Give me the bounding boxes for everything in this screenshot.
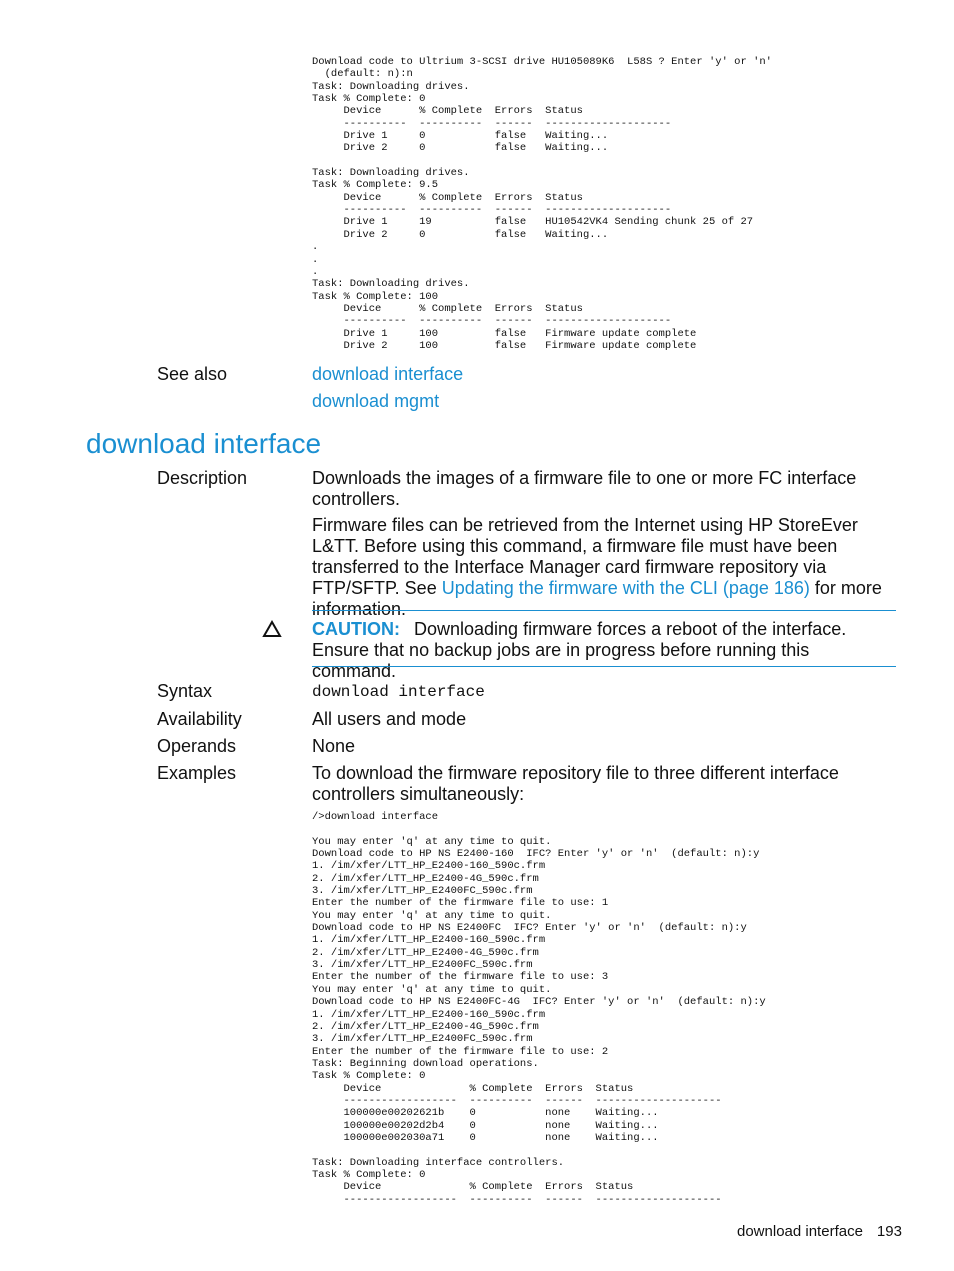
caution-label: CAUTION: — [312, 619, 400, 639]
operands-label: Operands — [157, 736, 237, 756]
link-updating-firmware[interactable]: Updating the firmware with the CLI (page 186) — [441, 578, 810, 598]
caution-triangle-icon — [262, 620, 282, 638]
availability-label: Availability — [157, 709, 242, 729]
examples-label: Examples — [157, 763, 237, 783]
operands-value: None — [312, 736, 356, 756]
caution-note — [312, 619, 898, 682]
syntax-label: Syntax — [157, 681, 213, 701]
cli-example-interface-download: />download interface You may enter 'q' at any time to quit. Download code to HP NS E2400-160 IFC? Enter 'y' or 'n' (default: n):y 1. /im/xfer/LTT_HP_E2400-160_590c.frm 2. /im/xfer/LTT_HP_E2400-4G_590c.frm 3. /im/xfer/LTT_HP_E2400FC_590c.frm Enter the number of the firmware file to use: 1 You may enter 'q' at any time to quit. Download code to HP NS E2400FC IFC? Enter 'y' or 'n' (default: n):y 1. /im/xfer/LTT_HP_E2400-160_590c.frm 2. /im/xfer/LTT_HP_E2400-4G_590c.frm 3. /im/xfer/LTT_HP_E2400FC_590c.frm Enter the number of the firmware file to use: 3 You may enter 'q' at any time to quit. Download code to HP NS E2400FC-4G IFC? Enter 'y' or 'n' (default: n):y 1. /im/xfer/LTT_HP_E2400-160_590c.frm 2. /im/xfer/LTT_HP_E2400-4G_590c.frm 3. /im/xfer/LTT_HP_E2400FC_590c.frm Enter the number of the firmware file to use: 2 Task: Beginning download operations. Task % Complete: 0 Device % Complete Errors Status ------------------ ---------- ------ -------------------- 100000e00202621b 0 none Waiting... 100000e00202d2b4 0 none Waiting... 100000e002030a71 0 none Waiting... Task: Downloading interface controllers. Task % Complete: 0 Device % Complete Errors Status ------------------ ---------- ------ -------------------- — [312, 811, 766, 1206]
page-footer — [737, 1223, 902, 1240]
caution-text: Downloading firmware forces a reboot of the interface. Ensure that no backup jobs are in progress before running this command. — [312, 619, 847, 681]
description-para-1: Downloads the images of a firmware file to one or more FC interface controllers. — [312, 468, 857, 509]
syntax-command: download interface — [312, 683, 485, 701]
para2-text-before: Firmware files can be retrieved from the Internet using HP StoreEver L&TT. Before using this command, a firmware file must have been transferred to the Interface Manager card firmware repository via FTP/SFTP. See — [312, 515, 858, 598]
caution-bottom-rule — [312, 666, 896, 667]
examples-text: To download the firmware repository file to three different interface controllers simultaneously: — [312, 763, 839, 804]
footer-title: download interface — [737, 1223, 863, 1240]
caution-top-rule — [312, 610, 896, 611]
cli-output-drive-download: Download code to Ultrium 3-SCSI drive HU105089K6 L58S ? Enter 'y' or 'n' (default: n):n Task: Downloading drives. Task % Complete: 0 Device % Complete Errors Status ---------- ---------- ------ -------------------- Drive 1 0 false Waiting... Drive 2 0 false Waiting... Task: Downloading drives. Task % Complete: 9.5 Device % Complete Errors Status ---------- ---------- ------ -------------------- Drive 1 19 false HU10542VK4 Sending chunk 25 of 27 Drive 2 0 false Waiting... . . . Task: Downloading drives. Task % Complete: 100 Device % Complete Errors Status ---------- ---------- ------ -------------------- Drive 1 100 false Firmware update complete Drive 2 100 false Firmware update complete — [312, 56, 772, 352]
page-number: 193 — [876, 1223, 902, 1240]
link-download-mgmt[interactable]: download mgmt — [312, 391, 440, 411]
para2-text-after: for more information. — [312, 578, 882, 619]
description-para-2 — [312, 515, 898, 620]
section-title: download interface — [86, 428, 322, 459]
link-download-interface[interactable]: download interface — [312, 364, 464, 384]
see-also-label: See also — [157, 364, 228, 384]
availability-value: All users and mode — [312, 709, 467, 729]
description-label: Description — [157, 468, 248, 488]
